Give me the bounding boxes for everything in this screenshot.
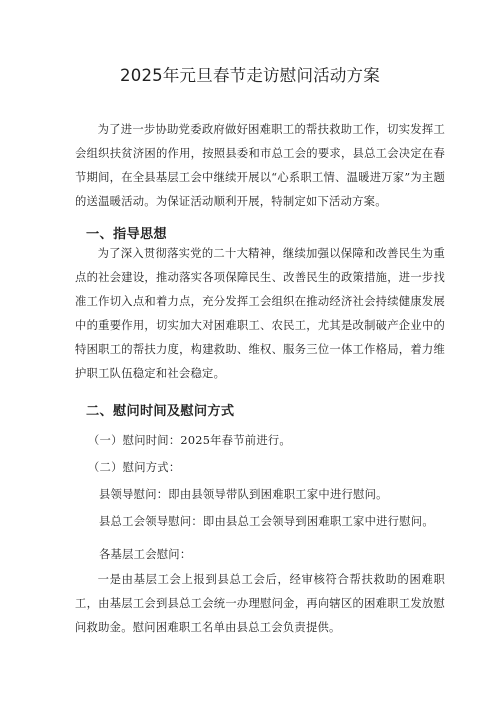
visit-method-label: （二）慰问方式：	[88, 461, 181, 474]
grassroots-visit-paragraph: 一是由基层工会上报到县总工会后，经审核符合帮扶救助的困难职工，由基层工会到县总工会统一办理慰问金，再向辖区的困难职工发放慰问救助金。慰问困难职工名单由县总工会负责提供。	[75, 573, 445, 634]
grassroots-visit-label: 各基层工会慰问：	[99, 548, 192, 561]
intro-paragraph: 为了进一步协助党委政府做好困难职工的帮扶救助工作，切实发挥工会组织扶贫济困的作用，按照县委和市总工会的要求，县总工会决定在春节期间，在全县基层工会中继续开展以“心系职工情、温暖进万家”为主题的送温暖活动。为保证活动顺利开展，特制定如下活动方案。	[75, 123, 446, 208]
document-title: 2025年元旦春节走访慰问活动方案	[120, 66, 380, 85]
county-leader-visit-line: 县领导慰问：即由县领导带队到困难职工家中进行慰问。	[99, 488, 388, 501]
guiding-ideology-paragraph: 为了深入贯彻落实党的二十大精神，继续加强以保障和改善民生为重点的社会建设，推动落实各项保障民生、改善民生的政策措施，进一步找准工作切入点和着力点，充分发挥工会组织在推动经济社会持续健康发展中的重要作用，切实加大对困难职工、农民工，尤其是改制破产企业中的特困职工的帮扶力度，构建救助、维权、服务三位一体工作格局，着力维护职工队伍稳定和社会稳定。	[75, 247, 445, 380]
section-heading-time-and-method: 二、慰问时间及慰问方式	[86, 404, 235, 419]
section-heading-guiding-ideology: 一、指导思想	[86, 227, 167, 242]
visit-time-line: （一）慰问时间：2025年春节前进行。	[88, 434, 291, 447]
union-leader-visit-line: 县总工会领导慰问：即由县总工会领导到困难职工家中进行慰问。	[99, 515, 434, 528]
